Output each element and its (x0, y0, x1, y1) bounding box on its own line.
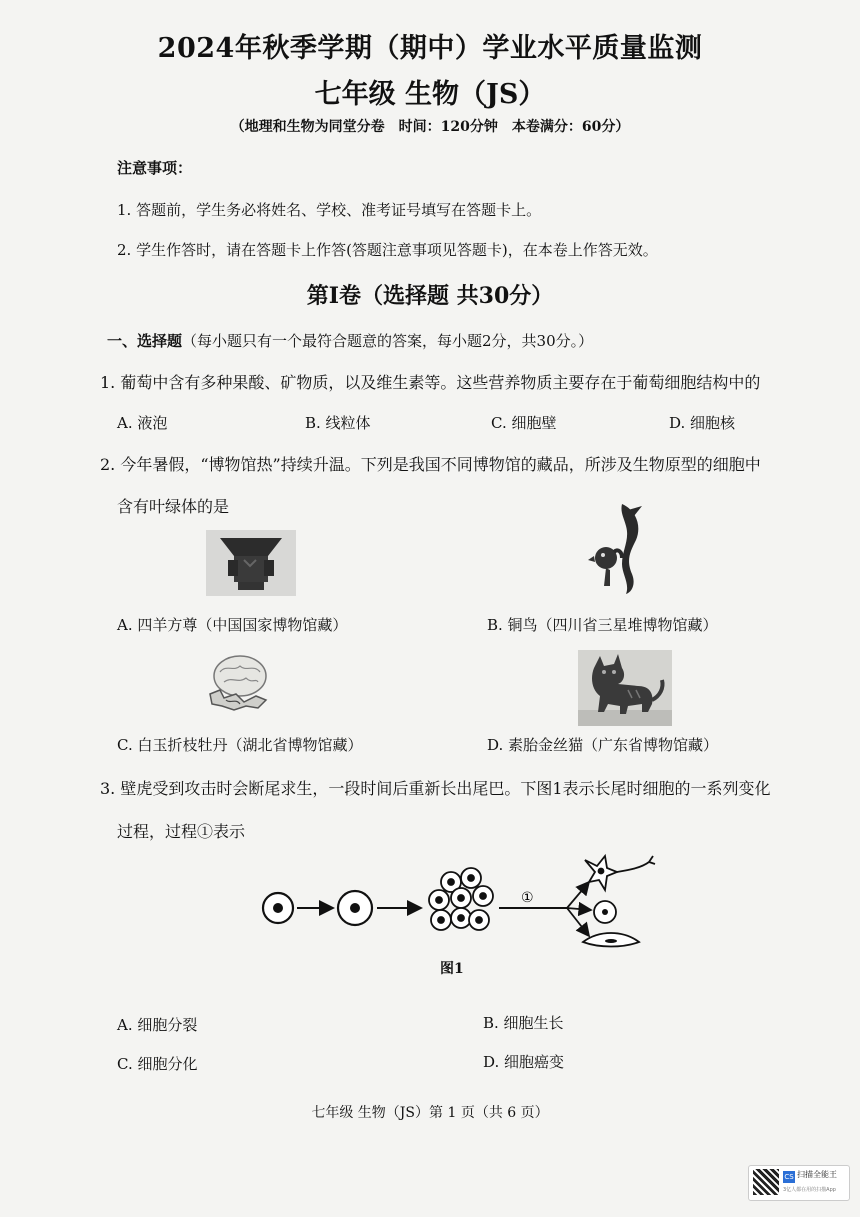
grown-cell-icon (338, 891, 372, 925)
figure-caption: 图1 (440, 961, 464, 977)
q3-option-c: C. 细胞分化 (117, 1055, 198, 1073)
q2-option-b: B. 铜鸟（四川省三星堆博物馆藏） (487, 616, 718, 634)
round-cell-icon (594, 901, 616, 923)
q1-option-b: B. 线粒体 (305, 414, 371, 432)
q1-option-c: C. 细胞壁 (491, 414, 557, 432)
q1-option-d: D. 细胞核 (669, 414, 736, 432)
section-heading-bold: 一、选择题 (107, 332, 183, 350)
q2-option-d: D. 素胎金丝猫（广东省博物馆藏） (487, 736, 719, 754)
q3-stem-line1: 3. 壁虎受到攻击时会断尾求生，一段时间后重新长出尾巴。下图1表示长尾时细胞的一系列变化 (100, 779, 771, 798)
single-cell-icon (263, 893, 293, 923)
q2-option-c: C. 白玉折枝牡丹（湖北省博物馆藏） (117, 736, 363, 754)
section-heading (107, 330, 593, 351)
nerve-cell-icon (585, 856, 655, 890)
notice-item-2: 2. 学生作答时，请在答题卡上作答(答题注意事项见答题卡)，在本卷上作答无效。 (117, 241, 658, 259)
notice-heading: 注意事项： (117, 159, 193, 177)
q3-stem-line2: 过程，过程①表示 (117, 822, 246, 841)
bronze-zun-image (206, 530, 296, 596)
bronze-bird-image (586, 500, 648, 598)
scanner-badge (748, 1165, 850, 1201)
scanner-sub: 3亿人都在用的扫描App (783, 1187, 836, 1193)
qr-code-icon (753, 1169, 779, 1195)
porcelain-cat-image (578, 650, 672, 726)
q2-stem-line2: 含有叶绿体的是 (117, 497, 230, 516)
exam-title: 2024年秋季学期（期中）学业水平质量监测 (157, 33, 703, 64)
jade-peony-image (206, 650, 274, 718)
section-heading-rest: （每小题只有一个最符合题意的答案，每小题2分，共30分。） (182, 332, 594, 350)
notice-item-1: 1. 答题前，学生务必将姓名、学校、准考证号填写在答题卡上。 (117, 201, 542, 219)
muscle-cell-icon (583, 933, 639, 947)
scanner-name: 扫描全能王 (797, 1170, 837, 1179)
q1-stem: 1. 葡萄中含有多种果酸、矿物质，以及维生素等。这些营养物质主要存在于葡萄细胞结构中的 (100, 373, 761, 392)
cell-cluster-icon (429, 868, 493, 930)
exam-info: （地理和生物为同堂分卷 时间：120分钟 本卷满分：60分） (230, 119, 630, 135)
scanner-logo: CS (784, 1173, 794, 1181)
q3-option-d: D. 细胞癌变 (483, 1053, 565, 1071)
exam-subject: 七年级 生物（JS） (314, 79, 546, 110)
q2-stem-line1: 2. 今年暑假，“博物馆热”持续升温。下列是我国不同博物馆的藏品，所涉及生物原型的细胞中 (100, 455, 761, 474)
page-footer: 七年级 生物（JS）第 1 页（共 6 页） (311, 1105, 549, 1121)
process-label: ① (521, 890, 534, 906)
cell-process-diagram (255, 850, 660, 950)
q3-option-b: B. 细胞生长 (483, 1014, 564, 1032)
q3-option-a: A. 细胞分裂 (117, 1016, 198, 1034)
section-title: 第Ⅰ卷（选择题 共30分） (306, 283, 554, 309)
q2-option-a: A. 四羊方尊（中国国家博物馆藏） (117, 616, 348, 634)
q1-option-a: A. 液泡 (117, 414, 168, 432)
